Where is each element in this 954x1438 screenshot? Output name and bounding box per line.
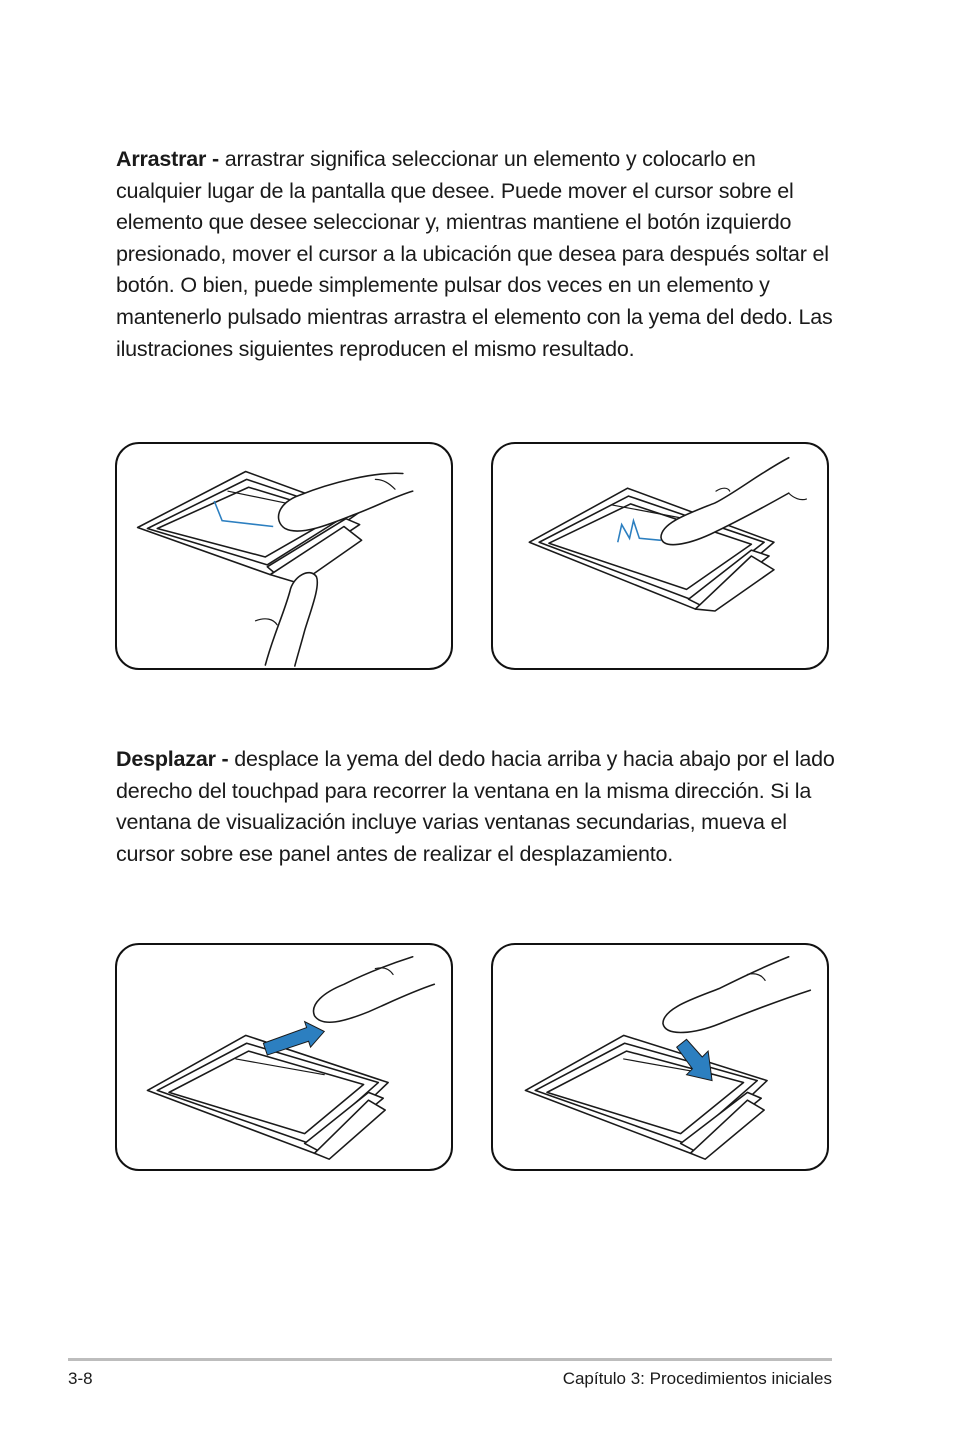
drag-term: Arrastrar - xyxy=(116,147,225,171)
touchpad-drag-tap-icon xyxy=(493,444,827,668)
scroll-illustration-horizontal xyxy=(115,943,453,1171)
chapter-title: Capítulo 3: Procedimientos iniciales xyxy=(562,1369,832,1388)
footer-rule xyxy=(68,1358,832,1361)
scroll-description: desplace la yema del dedo hacia arriba y hacia abajo por el lado derecho del touchpad para recorrer la ventana en la misma dirección. Si la ventana de visualización incluye varias ventanas secundarias, mueva el cursor sobre ese panel antes de realizar el desplazamiento. xyxy=(116,747,835,866)
scroll-illustration-vertical xyxy=(491,943,829,1171)
scroll-term: Desplazar - xyxy=(116,747,235,771)
drag-description: arrastrar significa seleccionar un elemento y colocarlo en cualquier lugar de la pantalla que desee. Puede mover el cursor sobre el elemento que desee seleccionar y, mientras mantiene el botón izquierdo presionado, mover el cursor a la ubicación que desea para después soltar el botón. O bien, puede simplemente pulsar dos veces en un elemento y mantenerlo pulsado mientras arrastra el elemento con la yema del dedo. Las ilustraciones siguientes reproducen el mismo resultado. xyxy=(116,147,833,361)
page-number: 3-8 xyxy=(68,1369,93,1388)
touchpad-drag-button-icon xyxy=(117,444,451,668)
scroll-paragraph xyxy=(116,744,840,870)
drag-illustration-button-held xyxy=(115,442,453,670)
touchpad-scroll-vertical-icon xyxy=(493,945,827,1169)
drag-illustration-double-tap xyxy=(491,442,829,670)
drag-paragraph xyxy=(116,144,840,365)
touchpad-scroll-horizontal-icon xyxy=(117,945,451,1169)
